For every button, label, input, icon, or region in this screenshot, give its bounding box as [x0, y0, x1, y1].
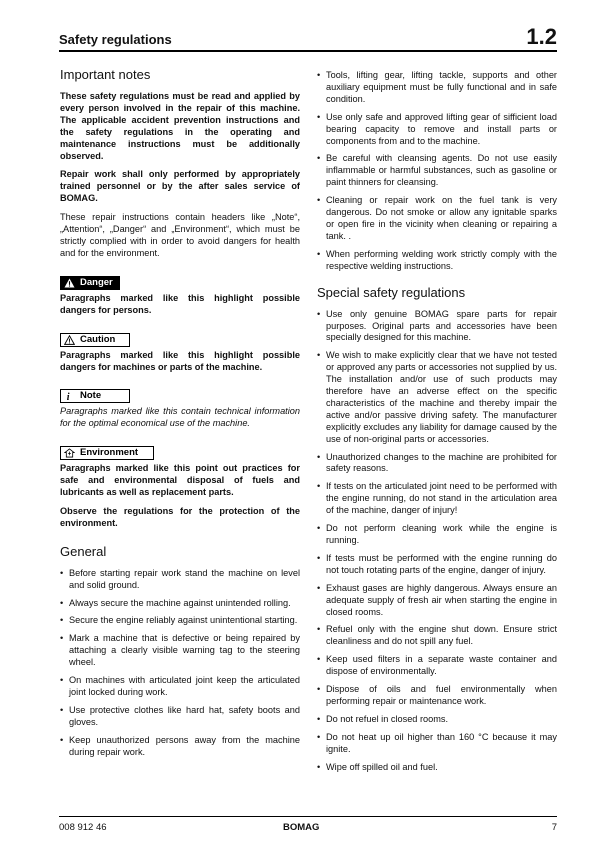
right-column: [317, 70, 557, 780]
list-item: • Do not heat up oil higher than 160 °C because it may ignite.: [317, 732, 557, 756]
note-tag: [60, 389, 130, 403]
environment-tag: [60, 446, 154, 460]
general-list: [60, 568, 300, 759]
list-item: • Refuel only with the engine shut down. Ensure strict cleanliness and do not spill any fuel.: [317, 624, 557, 648]
general-list-continued: [317, 70, 557, 273]
list-item: • Before starting repair work stand the machine on level and solid ground.: [60, 568, 300, 592]
caution-label: Caution: [80, 333, 116, 345]
list-item: • If tests must be performed with the engine running do not touch rotating parts of the engine, danger of injury.: [317, 553, 557, 577]
document-code: 008 912 46: [59, 822, 107, 833]
list-item: • Dispose of oils and fuel environmentally when performing repair or maintenance work.: [317, 684, 557, 708]
danger-tag: [60, 276, 120, 290]
danger-text: Paragraphs marked like this highlight possible dangers for persons.: [60, 292, 300, 315]
list-item: • Use only genuine BOMAG spare parts for repair purposes. Original parts and accessories have been specially designed for this machine.: [317, 309, 557, 345]
special-safety-heading: Special safety regulations: [317, 284, 466, 300]
list-item: • Keep unauthorized persons away from the machine during repair work.: [60, 735, 300, 759]
brand-name: BOMAG: [283, 822, 320, 833]
environment-label: Environment: [80, 447, 139, 459]
list-item: • Unauthorized changes to the machine are prohibited for safety reasons.: [317, 452, 557, 476]
note-label: Note: [80, 390, 102, 402]
list-item: • Use protective clothes like hard hat, safety boots and gloves.: [60, 705, 300, 729]
page-footer: [59, 816, 557, 836]
list-item: • We wish to make explicitly clear that we have not tested or approved any parts or accessories not supplied by us. The installation and/or use of such products may therefore have an adverse effect on the specific characteristics of the machine and thereby impair the active and/or passive driving safety. The manufacturer explicitly excludes any liability for damage caused by the use of non-original parts or accessories.: [317, 350, 557, 445]
list-item: • Keep used filters in a separate waste container and dispose of environmentally.: [317, 654, 557, 678]
caution-notice: [60, 333, 300, 374]
list-item: • Cleaning or repair work on the fuel tank is very dangerous. Do not smoke or allow any ignitable sparks or open fire in the vicinity when cleaning or repairing a tank. .: [317, 195, 557, 243]
important-notes-heading: Important notes: [60, 67, 151, 82]
environment-icon: [64, 448, 75, 458]
general-heading: General: [60, 543, 107, 559]
list-item: • Do not perform cleaning work while the engine is running.: [317, 523, 557, 547]
warning-triangle-icon: [64, 278, 75, 288]
environment-text: Paragraphs marked like this point out practices for safe and environmental disposal of fuels and lubricants as well as replacement parts.: [60, 463, 300, 498]
caution-text: Paragraphs marked like this highlight possible dangers for machines or parts of the machine.: [60, 349, 300, 372]
list-item: • Secure the engine reliably against unintentional starting.: [60, 615, 300, 627]
note-notice: [60, 389, 300, 430]
section-number: 1.2: [526, 24, 557, 49]
list-item: • When performing welding work strictly comply with the respective welding instructions.: [317, 249, 557, 273]
caution-tag: [60, 333, 130, 347]
list-item: • Use only safe and approved lifting gear of sifficient load bearing capacity to remove and install parts or components from and to the machine.: [317, 112, 557, 148]
info-icon: [64, 391, 75, 401]
caution-triangle-icon: [64, 335, 75, 345]
list-item: • Mark a machine that is defective or being repaired by attaching a clearly visible warning tag to the steering wheel.: [60, 633, 300, 669]
headers-paragraph: These repair instructions contain headers like „Note“, „Attention“, „Danger“ and „Environment“, which must be strictly complied with in order to avoid dangers for health and for the environment.: [60, 212, 300, 258]
danger-notice: [60, 276, 300, 317]
danger-label: Danger: [80, 276, 113, 288]
list-item: • Always secure the machine against unintended rolling.: [60, 598, 300, 610]
page-title: Safety regulations: [59, 32, 172, 47]
list-item: • If tests on the articulated joint need to be performed with the engine running, do not stand in the articulation area of the machine, danger of injury!: [317, 481, 557, 517]
svg-text:i: i: [66, 392, 70, 402]
note-text: Paragraphs marked like this contain technical information for the optimal economical use of the machine.: [60, 406, 300, 429]
list-item: • Tools, lifting gear, lifting tackle, supports and other auxiliary equipment must be fully functional and in safe condition.: [317, 70, 557, 106]
list-item: • Be careful with cleansing agents. Do not use easily inflammable or harmful substances, such as gasoline or paint thinners for cleansing.: [317, 153, 557, 189]
observe-paragraph: Observe the regulations for the protection of the environment.: [60, 505, 300, 528]
list-item: • Wipe off spilled oil and fuel.: [317, 762, 557, 774]
left-column: [60, 66, 300, 765]
list-item: • Do not refuel in closed rooms.: [317, 714, 557, 726]
list-item: • On machines with articulated joint keep the articulated joint locked during work.: [60, 675, 300, 699]
list-item: • Exhaust gases are highly dangerous. Always ensure an adequate supply of fresh air when starting the engine in closed rooms.: [317, 583, 557, 619]
environment-notice: [60, 446, 300, 499]
page-header: [59, 24, 557, 52]
page-number: 7: [551, 822, 557, 833]
trained-personnel-paragraph: Repair work shall only performed by appropriately trained personnel or by the after sales service of BOMAG.: [60, 169, 300, 204]
special-safety-list: [317, 309, 557, 774]
intro-paragraph: These safety regulations must be read and applied by every person involved in the repair of this machine. The applicable accident prevention instructions and the safety regulations in the operating and maintenance instructions must be additionally observed.: [60, 91, 300, 161]
